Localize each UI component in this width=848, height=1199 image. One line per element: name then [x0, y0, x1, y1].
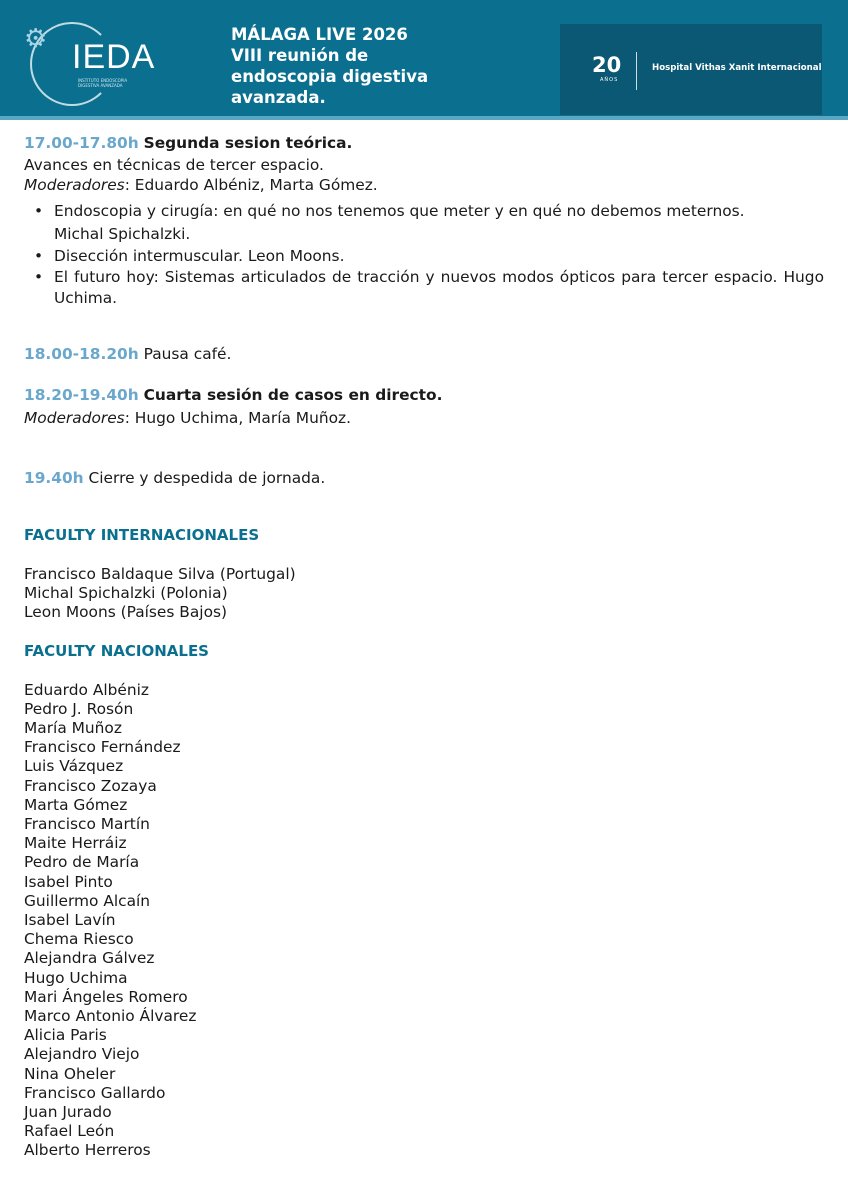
pause-line: [24, 345, 824, 365]
logo-text: IEDA: [72, 38, 156, 76]
closing-text: Cierre y despedida de jornada.: [83, 469, 326, 487]
moderators-line: [24, 409, 824, 429]
faculty-name: Chema Riesco: [24, 930, 134, 949]
session-block: [24, 134, 824, 309]
hospital-divider: [636, 52, 637, 90]
faculty-name: Michal Spichalzki (Polonia): [24, 583, 228, 602]
faculty-name: Eduardo Albéniz: [24, 680, 149, 699]
session-title: Segunda sesion teórica.: [143, 134, 353, 152]
moderators-line: [24, 176, 824, 196]
faculty-names: [24, 681, 824, 1161]
list-item: • El futuro hoy: Sistemas articulados de tracción y nuevos modos ópticos para tercer espacio. Hugo Uchima.: [24, 267, 824, 309]
faculty-name: Francisco Martín: [24, 814, 150, 833]
anniversary-number: 20: [592, 53, 622, 77]
header-band: [0, 0, 848, 120]
faculty-name: Leon Moons (Países Bajos): [24, 602, 228, 621]
faculty-name: Mari Ángeles Romero: [24, 987, 188, 1006]
pause-time: 18.00-18.20h: [24, 345, 139, 363]
anniversary-sub: AÑOS: [600, 77, 619, 83]
event-title-line: MÁLAGA LIVE 2026: [231, 25, 408, 44]
faculty-name: Francisco Fernández: [24, 738, 181, 757]
hospital-logo-box: [560, 24, 822, 115]
event-title: [231, 24, 491, 108]
faculty-name: Pedro J. Rosón: [24, 699, 134, 718]
faculty-national: [24, 642, 824, 1161]
faculty-names: [24, 565, 824, 623]
moderators-label: Moderadores: [24, 408, 125, 427]
faculty-name: Guillermo Alcaín: [24, 891, 151, 910]
session-title: Cuarta sesión de casos en directo.: [143, 386, 443, 404]
event-title-line: endoscopia digestiva: [231, 67, 429, 86]
header-strip: [0, 116, 848, 120]
session-time: 18.20-19.40h: [24, 386, 139, 404]
moderators-names: : Eduardo Albéniz, Marta Gómez.: [124, 176, 378, 194]
event-title-line: VIII reunión de: [231, 46, 369, 65]
faculty-name: Francisco Zozaya: [24, 776, 157, 795]
session-time: 17.00-17.80h: [24, 134, 139, 152]
faculty-heading: FACULTY NACIONALES: [24, 642, 209, 660]
faculty-name: Pedro de María: [24, 853, 140, 872]
faculty-name: Juan Jurado: [24, 1102, 112, 1121]
session-heading: [24, 386, 824, 406]
closing-line: [24, 469, 824, 489]
faculty-name: Alicia Paris: [24, 1026, 107, 1045]
session-subtitle: Avances en técnicas de tercer espacio.: [24, 155, 324, 174]
session-heading: [24, 134, 824, 154]
faculty-name: María Muñoz: [24, 718, 122, 737]
faculty-name: Alejandra Gálvez: [24, 949, 155, 968]
event-title-line: avanzada.: [231, 88, 326, 107]
faculty-name: Hugo Uchima: [24, 968, 128, 987]
faculty-name: Francisco Baldaque Silva (Portugal): [24, 564, 296, 583]
logo-subtitle: INSTITUTO ENDOSCOPIA DIGESTIVA AVANZADA: [78, 78, 128, 88]
faculty-name: Nina Oheler: [24, 1064, 116, 1083]
gear-icon: ⚙: [24, 24, 48, 54]
faculty-name: Marta Gómez: [24, 795, 128, 814]
list-item: • Disección intermuscular. Leon Moons.: [24, 247, 824, 267]
faculty-international: [24, 526, 824, 622]
moderators-label: Moderadores: [24, 176, 125, 194]
faculty-name: Alberto Herreros: [24, 1141, 151, 1160]
faculty-name: Alejandro Viejo: [24, 1045, 140, 1064]
talk-list: [24, 200, 824, 310]
hospital-name: Hospital Vithas Xanit Internacional: [652, 63, 822, 73]
ieda-logo: [20, 14, 160, 106]
session-block-2: [24, 386, 824, 428]
faculty-name: Luis Vázquez: [24, 757, 124, 776]
faculty-name: Isabel Pinto: [24, 872, 113, 891]
faculty-name: Maite Herráiz: [24, 834, 127, 853]
moderators-names: : Hugo Uchima, María Muñoz.: [124, 408, 351, 427]
closing-time: 19.40h: [24, 469, 84, 487]
faculty-name: Rafael León: [24, 1122, 115, 1141]
list-item: • Endoscopia y cirugía: en qué no nos tenemos que meter y en qué no debemos meternos. Michal Spichalzki.: [24, 200, 824, 246]
faculty-heading: FACULTY INTERNACIONALES: [24, 526, 260, 544]
pause-text: Pausa café.: [138, 345, 232, 363]
faculty-name: Marco Antonio Álvarez: [24, 1006, 197, 1025]
faculty-name: Francisco Gallardo: [24, 1083, 166, 1102]
faculty-name: Isabel Lavín: [24, 910, 116, 929]
